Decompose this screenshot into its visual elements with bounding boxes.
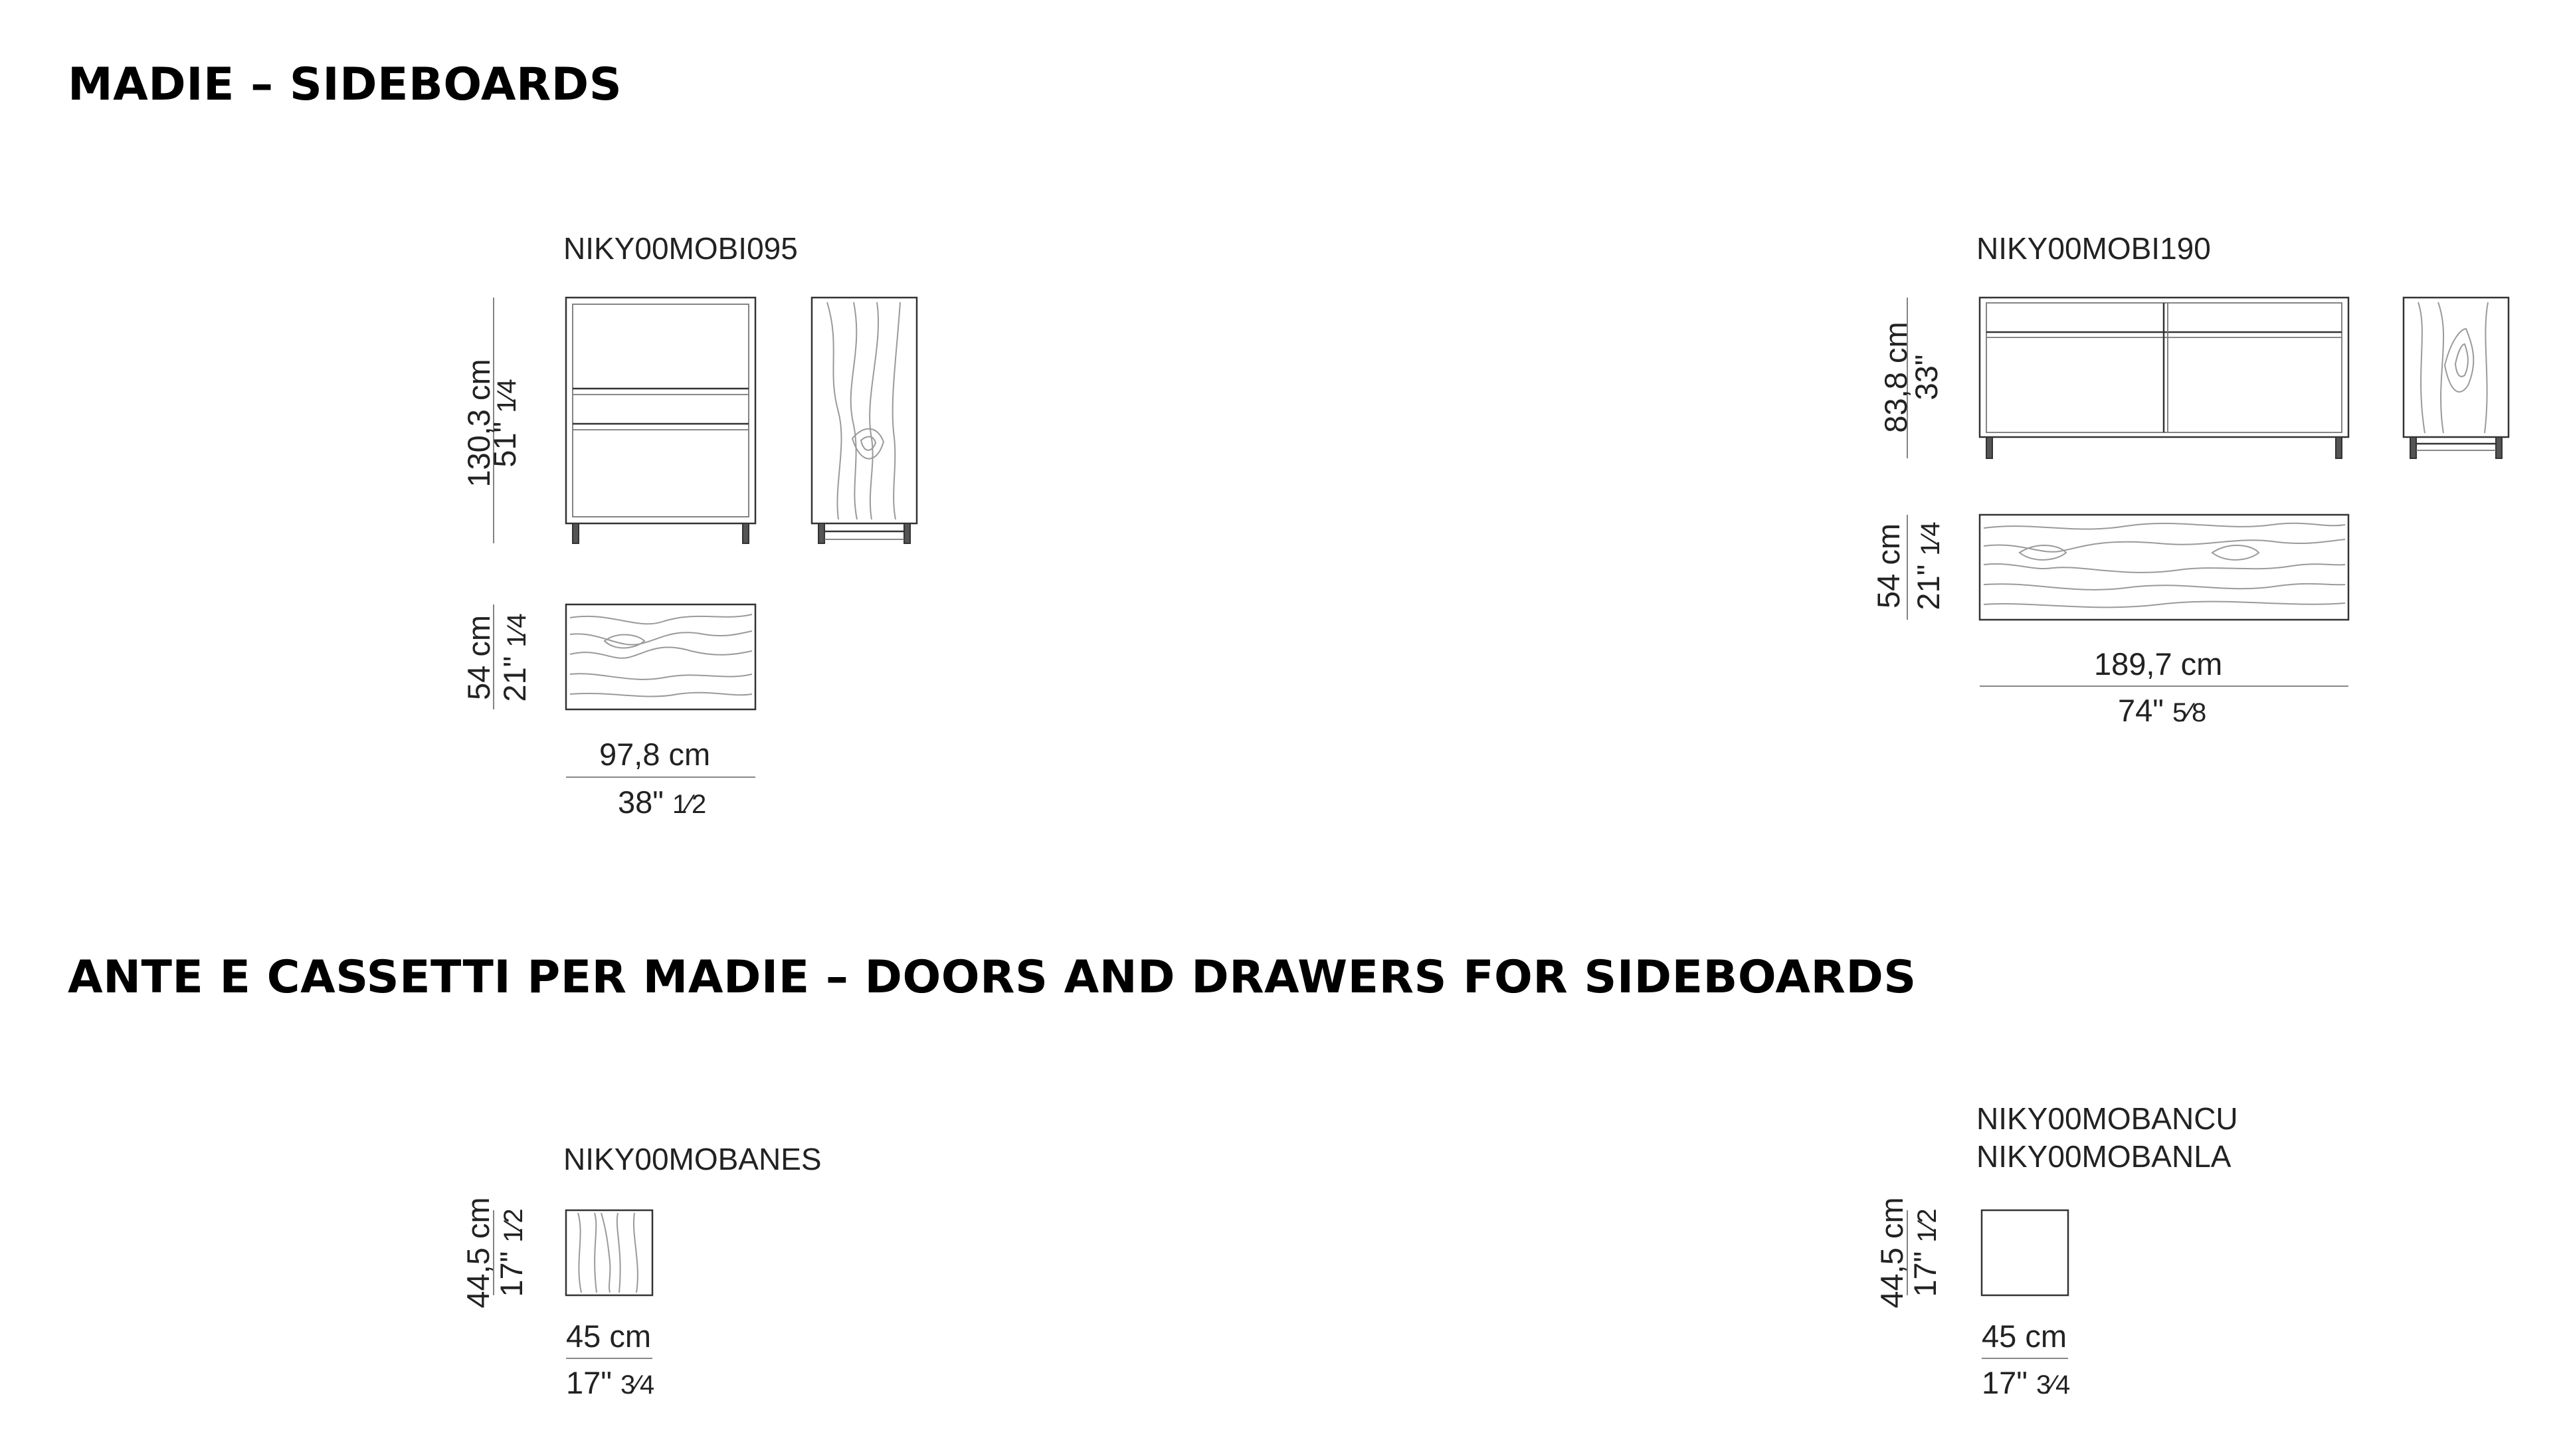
product-code-mobancu: NIKY00MOBANCU xyxy=(1976,1101,2238,1136)
product-code-mobi190: NIKY00MOBI190 xyxy=(1976,231,2211,266)
mobi095-front-view xyxy=(566,298,755,543)
mobi095-width-cm: 97,8 cm xyxy=(599,737,711,772)
mobanes-width-in: 17" 3⁄4 xyxy=(566,1365,655,1400)
product-code-mobanla: NIKY00MOBANLA xyxy=(1976,1139,2232,1174)
mobi190-front-view xyxy=(1980,298,2348,458)
mobi190-depth-cm: 54 cm xyxy=(1871,523,1906,608)
mobi095-depth-cm: 54 cm xyxy=(461,615,496,700)
mobanes-height-cm: 44,5 cm xyxy=(460,1197,496,1309)
mobi095-height-cm: 130,3 cm xyxy=(461,359,496,488)
mobi095-depth-in: 21" 1⁄4 xyxy=(497,613,532,702)
section-title-sideboards: MADIE – SIDEBOARDS xyxy=(68,58,622,111)
mobanes-height-in: 17" 1⁄2 xyxy=(494,1208,529,1297)
mobi190-top-view xyxy=(1980,515,2348,620)
mobanes-door-view xyxy=(566,1210,652,1295)
mobancu-height-in: 17" 1⁄2 xyxy=(1907,1208,1943,1297)
mobanes-width-cm: 45 cm xyxy=(566,1319,651,1354)
mobi095-height-in: 51" 1⁄4 xyxy=(487,379,522,468)
mobi095-side-view xyxy=(812,298,917,543)
mobancu-height-cm: 44,5 cm xyxy=(1874,1197,1909,1309)
mobancu-door-view xyxy=(1982,1210,2068,1295)
mobi095-width-in: 38" 1⁄2 xyxy=(618,784,707,820)
mobi190-side-view xyxy=(2404,298,2509,458)
mobi190-width-in: 74" 5⁄8 xyxy=(2118,693,2207,728)
section-title-doors-drawers: ANTE E CASSETTI PER MADIE – DOORS AND DRAWERS FOR SIDEBOARDS xyxy=(68,951,1917,1004)
mobancu-width-in: 17" 3⁄4 xyxy=(1982,1365,2071,1400)
mobancu-width-cm: 45 cm xyxy=(1982,1319,2067,1354)
mobi190-depth-in: 21" 1⁄4 xyxy=(1911,521,1946,610)
product-code-mobi095: NIKY00MOBI095 xyxy=(563,231,798,266)
mobi190-width-cm: 189,7 cm xyxy=(2094,646,2223,682)
mobi095-top-view xyxy=(566,604,755,709)
mobi190-height-cm: 83,8 cm xyxy=(1878,321,1913,433)
product-code-mobanes: NIKY00MOBANES xyxy=(563,1142,822,1176)
mobi190-height-in: 33" xyxy=(1909,354,1944,401)
